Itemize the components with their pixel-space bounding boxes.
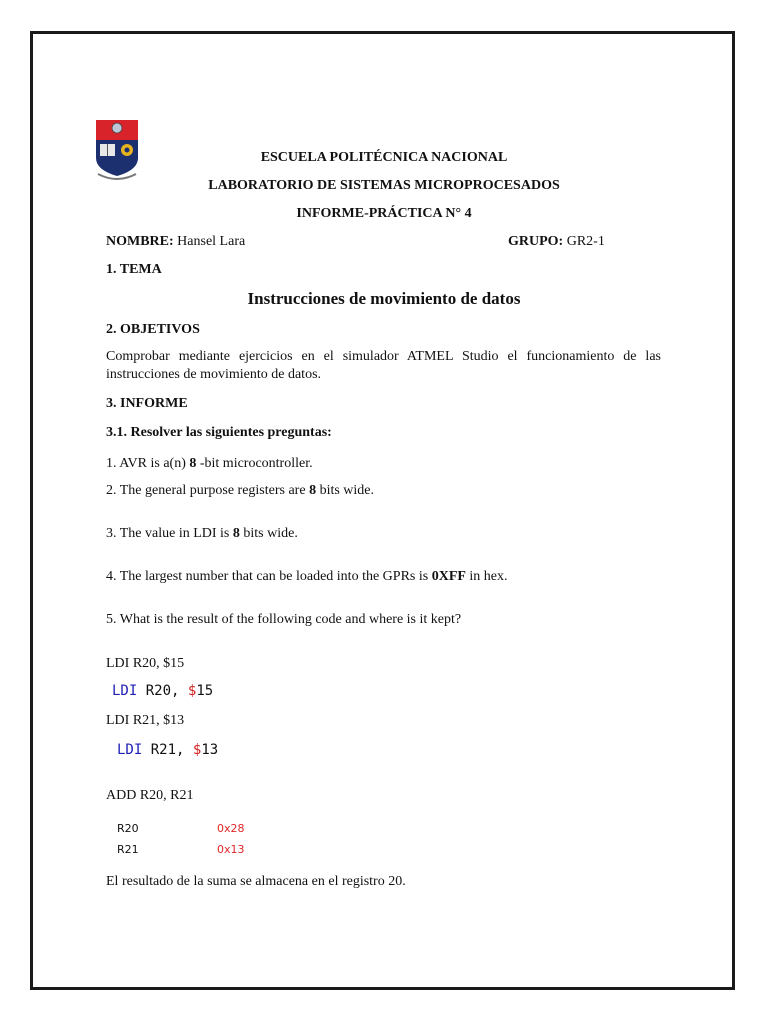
register-value-r21: 0x13	[217, 843, 245, 856]
code-number: 15	[196, 683, 214, 699]
objetivos-text: Comprobar mediante ejercicios en el simulador ATMEL Studio el funcionamiento de las instrucciones de movimiento de datos.	[106, 349, 661, 382]
code-hex-symbol: $	[187, 683, 197, 699]
group-row	[508, 233, 605, 251]
student-name-row	[106, 233, 245, 251]
code-number: 13	[201, 742, 219, 758]
q4-text-end: in hex.	[465, 569, 508, 584]
question-1	[106, 455, 313, 473]
q2-text-end: bits wide.	[316, 483, 375, 498]
code-register: R21,	[142, 742, 193, 758]
register-value-r20: 0x28	[217, 822, 245, 835]
name-value: Hansel Lara	[177, 234, 246, 249]
group-value: GR2-1	[566, 234, 605, 249]
q1-answer: 8	[189, 456, 197, 471]
question-3	[106, 525, 298, 543]
lab-name: LABORATORIO DE SISTEMAS MICROPROCESADOS	[208, 178, 560, 193]
q1-text: 1. AVR is a(n)	[106, 456, 190, 471]
question-4	[106, 568, 508, 586]
q4-answer: 0XFF	[431, 569, 466, 584]
conclusion-text: El resultado de la suma se almacena en el registro 20.	[106, 874, 406, 889]
q4-text: 4. The largest number that can be loaded into the GPRs is	[106, 569, 432, 584]
school-name: ESCUELA POLITÉCNICA NACIONAL	[260, 150, 508, 165]
register-name-r21: R21	[117, 843, 139, 856]
code-line-2-text: LDI R21, $13	[106, 713, 185, 728]
code-line-2	[117, 742, 218, 758]
code-hex-symbol: $	[192, 742, 202, 758]
name-label: NOMBRE:	[106, 234, 174, 249]
code-keyword: LDI	[117, 742, 143, 758]
informe-subheading: 3.1. Resolver las siguientes preguntas:	[106, 425, 332, 440]
tema-title: Instrucciones de movimiento de datos	[247, 289, 521, 308]
tema-heading: 1. TEMA	[106, 262, 162, 277]
code-line-3-text: ADD R20, R21	[106, 788, 194, 803]
code-line-1	[112, 683, 213, 699]
q2-answer: 8	[309, 483, 317, 498]
q1-text-end: -bit microcontroller.	[196, 456, 313, 471]
report-title: INFORME-PRÁCTICA N° 4	[296, 206, 472, 221]
code-register: R20,	[137, 683, 188, 699]
q3-text: 3. The value in LDI is	[106, 526, 233, 541]
q3-text-end: bits wide.	[239, 526, 298, 541]
q3-answer: 8	[232, 526, 240, 541]
code-line-1-text: LDI R20, $15	[106, 656, 185, 671]
question-5: 5. What is the result of the following code and where is it kept?	[106, 612, 462, 627]
question-2	[106, 482, 374, 500]
group-label: GRUPO:	[508, 234, 564, 249]
q2-text: 2. The general purpose registers are	[106, 483, 310, 498]
objetivos-heading: 2. OBJETIVOS	[106, 322, 200, 337]
register-name-r20: R20	[117, 822, 139, 835]
code-keyword: LDI	[112, 683, 138, 699]
informe-heading: 3. INFORME	[106, 396, 188, 411]
